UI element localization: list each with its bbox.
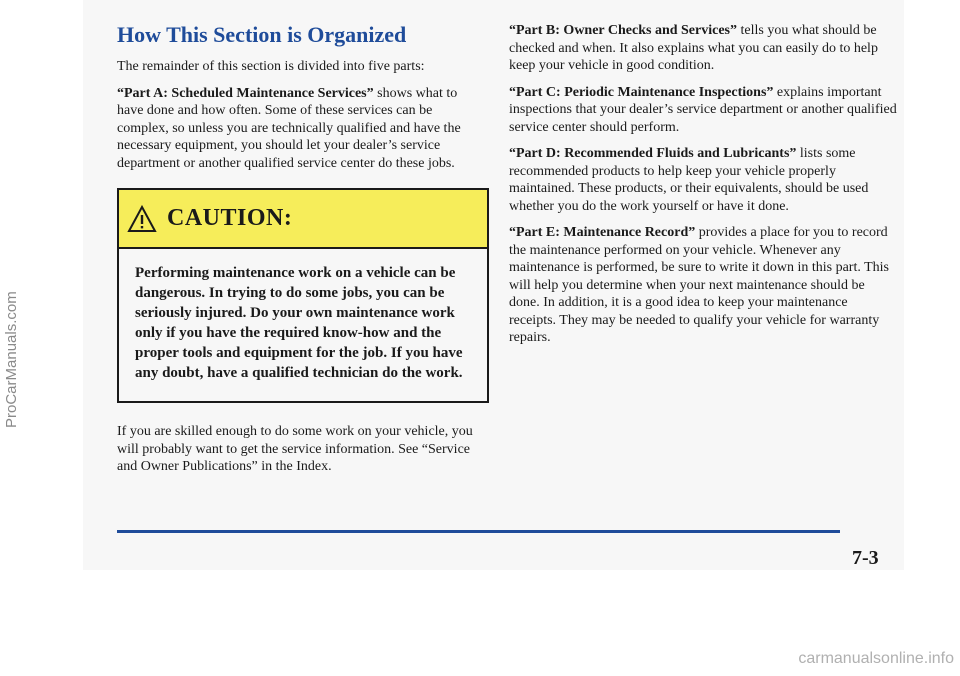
part-c-lead: “Part C: Periodic Maintenance Inspections” (509, 84, 774, 100)
caution-text: Performing maintenance work on a vehicle can be dangerous. In trying to do some jobs, you can be seriously injured. Do your own maintenance work only if you have the required know-how and the proper tools and equipment for the job. If you have any doubt, have a qualified technician do the work. (135, 265, 463, 381)
part-c-paragraph (509, 84, 897, 137)
part-b-paragraph (509, 22, 897, 75)
part-e-text: provides a place for you to record the maintenance performed on your vehicle. Whenever any maintenance is performed, be sure to write it down in this part. This will help you determine when your next maintenance should be done. In addition, it is a good idea to keep your maintenance receipts. They may be needed to qualify your vehicle for warranty repairs. (509, 225, 889, 345)
page-number: 7-3 (852, 547, 879, 569)
part-a-paragraph (117, 85, 487, 173)
part-b-text: tells you what should be checked and when. It also explains what you can easily do to help keep your vehicle in good condition. (509, 23, 878, 73)
part-b-lead: “Part B: Owner Checks and Services” (509, 23, 737, 38)
caution-box (117, 188, 489, 403)
part-d-text: lists some recommended products to help keep your vehicle properly maintained. These products, or their equivalents, should be used whether you do the work yourself or have it done. (509, 146, 869, 214)
part-e-lead: “Part E: Maintenance Record” (509, 225, 696, 240)
part-d-paragraph (509, 145, 897, 215)
part-a-lead: “Part A: Scheduled Maintenance Services” (117, 85, 374, 101)
part-d-lead: “Part D: Recommended Fluids and Lubricants” (509, 146, 797, 161)
side-watermark: ProCarManuals.com (3, 291, 20, 429)
right-column (509, 22, 897, 356)
part-e-paragraph (509, 224, 897, 347)
warning-triangle-icon (127, 205, 157, 233)
part-c-text: explains important inspections that your dealer’s service department or another qualified service center should perform. (509, 84, 897, 135)
left-column (117, 22, 487, 485)
intro-paragraph: The remainder of this section is divided into five parts: (117, 59, 425, 74)
section-heading: How This Section is Organized (117, 22, 407, 47)
caution-header (119, 190, 487, 249)
closing-paragraph: If you are skilled enough to do some work on your vehicle, you will probably want to get the service information. See “Service and Owner Publications” in the Index. (117, 424, 473, 474)
footer-rule (117, 530, 840, 533)
caution-title: CAUTION: (167, 205, 293, 231)
part-a-text: shows what to have done and how often. Some of these services can be complex, so unless you are technically qualified and have the necessary equipment, you should let your dealer’s service department or another qualified service center do these jobs. (117, 85, 461, 171)
bottom-watermark: carmanualsonline.info (798, 650, 954, 667)
